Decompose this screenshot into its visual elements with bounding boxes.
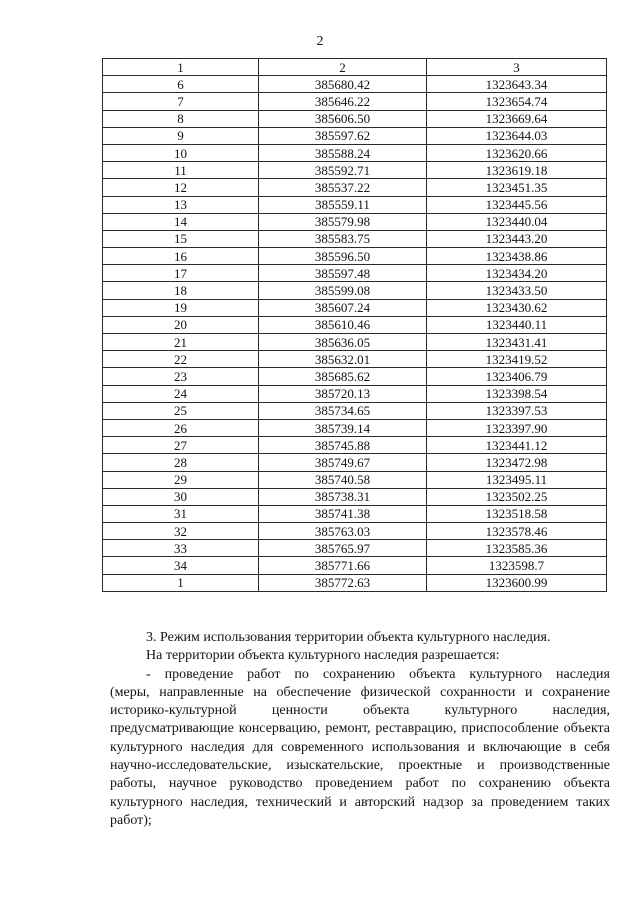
table-row <box>103 127 607 144</box>
point-number-cell: 11 <box>103 162 259 179</box>
table-row <box>103 282 607 299</box>
table-row <box>103 248 607 265</box>
point-number-cell: 6 <box>103 76 259 93</box>
point-number-cell: 23 <box>103 368 259 385</box>
y-coordinate-cell: 1323620.66 <box>427 144 607 161</box>
point-number-cell: 34 <box>103 557 259 574</box>
point-number-cell: 8 <box>103 110 259 127</box>
y-coordinate-cell: 1323644.03 <box>427 127 607 144</box>
section-heading: 3. Режим использования территории объекта культурного наследия. <box>146 630 551 645</box>
table-row <box>103 162 607 179</box>
x-coordinate-cell: 385607.24 <box>259 299 427 316</box>
y-coordinate-cell: 1323598.7 <box>427 557 607 574</box>
point-number-cell: 21 <box>103 334 259 351</box>
x-coordinate-cell: 385771.66 <box>259 557 427 574</box>
point-number-cell: 26 <box>103 419 259 436</box>
x-coordinate-cell: 385741.38 <box>259 505 427 522</box>
point-number-cell: 17 <box>103 265 259 282</box>
table-row <box>103 402 607 419</box>
y-coordinate-cell: 1323495.11 <box>427 471 607 488</box>
point-number-cell: 31 <box>103 505 259 522</box>
y-coordinate-cell: 1323433.50 <box>427 282 607 299</box>
point-number-cell: 1 <box>103 574 259 591</box>
x-coordinate-cell: 385632.01 <box>259 351 427 368</box>
x-coordinate-cell: 385734.65 <box>259 402 427 419</box>
section-intro: На территории объекта культурного наследия разрешается: <box>146 648 500 664</box>
y-coordinate-cell: 1323419.52 <box>427 351 607 368</box>
y-coordinate-cell: 1323398.54 <box>427 385 607 402</box>
coordinates-table <box>102 58 607 592</box>
y-coordinate-cell: 1323443.20 <box>427 230 607 247</box>
table-row <box>103 523 607 540</box>
y-coordinate-cell: 1323397.90 <box>427 419 607 436</box>
point-number-cell: 14 <box>103 213 259 230</box>
x-coordinate-cell: 385588.24 <box>259 144 427 161</box>
point-number-cell: 13 <box>103 196 259 213</box>
y-coordinate-cell: 1323669.64 <box>427 110 607 127</box>
y-coordinate-cell: 1323397.53 <box>427 402 607 419</box>
x-coordinate-cell: 385610.46 <box>259 316 427 333</box>
x-coordinate-cell: 385559.11 <box>259 196 427 213</box>
point-number-cell: 9 <box>103 127 259 144</box>
x-coordinate-cell: 385738.31 <box>259 488 427 505</box>
table-row <box>103 368 607 385</box>
x-coordinate-cell: 385579.98 <box>259 213 427 230</box>
y-coordinate-cell: 1323440.04 <box>427 213 607 230</box>
x-coordinate-cell: 385749.67 <box>259 454 427 471</box>
x-coordinate-cell: 385763.03 <box>259 523 427 540</box>
x-coordinate-cell: 385537.22 <box>259 179 427 196</box>
table-row <box>103 334 607 351</box>
y-coordinate-cell: 1323578.46 <box>427 523 607 540</box>
table-row <box>103 454 607 471</box>
table-row <box>103 76 607 93</box>
x-coordinate-cell: 385745.88 <box>259 437 427 454</box>
header-cell-3: 3 <box>427 59 607 76</box>
table-row <box>103 385 607 402</box>
y-coordinate-cell: 1323619.18 <box>427 162 607 179</box>
y-coordinate-cell: 1323431.41 <box>427 334 607 351</box>
point-number-cell: 25 <box>103 402 259 419</box>
point-number-cell: 15 <box>103 230 259 247</box>
y-coordinate-cell: 1323434.20 <box>427 265 607 282</box>
regime-section <box>110 629 610 830</box>
table-row <box>103 316 607 333</box>
x-coordinate-cell: 385680.42 <box>259 76 427 93</box>
point-number-cell: 33 <box>103 540 259 557</box>
y-coordinate-cell: 1323472.98 <box>427 454 607 471</box>
y-coordinate-cell: 1323445.56 <box>427 196 607 213</box>
x-coordinate-cell: 385765.97 <box>259 540 427 557</box>
header-cell-2: 2 <box>259 59 427 76</box>
point-number-cell: 18 <box>103 282 259 299</box>
permitted-item-text: (меры, направленные на обеспечение физической сохранности и сохранение историко-культурной ценности объекта культурного наследия, предусматривающие консервацию, ремонт, реставрацию, приспособление объекта культурного наследия для современного использования и включающие в себя научно-исследовательские, изыскательские, проектные и производственные работы, научное руководство проведением работ по сохранению объекта культурного наследия, технический и авторский надзор за проведением таких работ); <box>110 684 610 828</box>
point-number-cell: 19 <box>103 299 259 316</box>
table-row <box>103 213 607 230</box>
y-coordinate-cell: 1323502.25 <box>427 488 607 505</box>
table-row <box>103 488 607 505</box>
table-body <box>103 76 607 592</box>
x-coordinate-cell: 385599.08 <box>259 282 427 299</box>
y-coordinate-cell: 1323438.86 <box>427 248 607 265</box>
y-coordinate-cell: 1323643.34 <box>427 76 607 93</box>
y-coordinate-cell: 1323440.11 <box>427 316 607 333</box>
x-coordinate-cell: 385685.62 <box>259 368 427 385</box>
point-number-cell: 28 <box>103 454 259 471</box>
x-coordinate-cell: 385606.50 <box>259 110 427 127</box>
x-coordinate-cell: 385636.05 <box>259 334 427 351</box>
table-row <box>103 179 607 196</box>
point-number-cell: 32 <box>103 523 259 540</box>
y-coordinate-cell: 1323451.35 <box>427 179 607 196</box>
table-row <box>103 471 607 488</box>
point-number-cell: 27 <box>103 437 259 454</box>
point-number-cell: 16 <box>103 248 259 265</box>
x-coordinate-cell: 385583.75 <box>259 230 427 247</box>
page-number: 2 <box>316 34 324 49</box>
y-coordinate-cell: 1323600.99 <box>427 574 607 591</box>
y-coordinate-cell: 1323441.12 <box>427 437 607 454</box>
x-coordinate-cell: 385740.58 <box>259 471 427 488</box>
table-row <box>103 419 607 436</box>
x-coordinate-cell: 385592.71 <box>259 162 427 179</box>
table-row <box>103 557 607 574</box>
table-row <box>103 505 607 522</box>
table-row <box>103 574 607 591</box>
y-coordinate-cell: 1323585.36 <box>427 540 607 557</box>
y-coordinate-cell: 1323406.79 <box>427 368 607 385</box>
header-cell-1: 1 <box>103 59 259 76</box>
point-number-cell: 29 <box>103 471 259 488</box>
point-number-cell: 22 <box>103 351 259 368</box>
table-row <box>103 540 607 557</box>
y-coordinate-cell: 1323654.74 <box>427 93 607 110</box>
table-row <box>103 299 607 316</box>
table-row <box>103 351 607 368</box>
x-coordinate-cell: 385596.50 <box>259 248 427 265</box>
point-number-cell: 20 <box>103 316 259 333</box>
x-coordinate-cell: 385646.22 <box>259 93 427 110</box>
table-row <box>103 144 607 161</box>
table-row <box>103 196 607 213</box>
point-number-cell: 7 <box>103 93 259 110</box>
point-number-cell: 12 <box>103 179 259 196</box>
y-coordinate-cell: 1323518.58 <box>427 505 607 522</box>
table-row <box>103 93 607 110</box>
table-header-row <box>103 59 607 76</box>
table-row <box>103 265 607 282</box>
point-number-cell: 10 <box>103 144 259 161</box>
x-coordinate-cell: 385597.62 <box>259 127 427 144</box>
table-row <box>103 230 607 247</box>
x-coordinate-cell: 385772.63 <box>259 574 427 591</box>
table-row <box>103 437 607 454</box>
y-coordinate-cell: 1323430.62 <box>427 299 607 316</box>
x-coordinate-cell: 385597.48 <box>259 265 427 282</box>
x-coordinate-cell: 385720.13 <box>259 385 427 402</box>
point-number-cell: 24 <box>103 385 259 402</box>
point-number-cell: 30 <box>103 488 259 505</box>
x-coordinate-cell: 385739.14 <box>259 419 427 436</box>
permitted-item-first-line: - проведение работ по сохранению объекта культурного наследия <box>146 666 610 682</box>
table-row <box>103 110 607 127</box>
